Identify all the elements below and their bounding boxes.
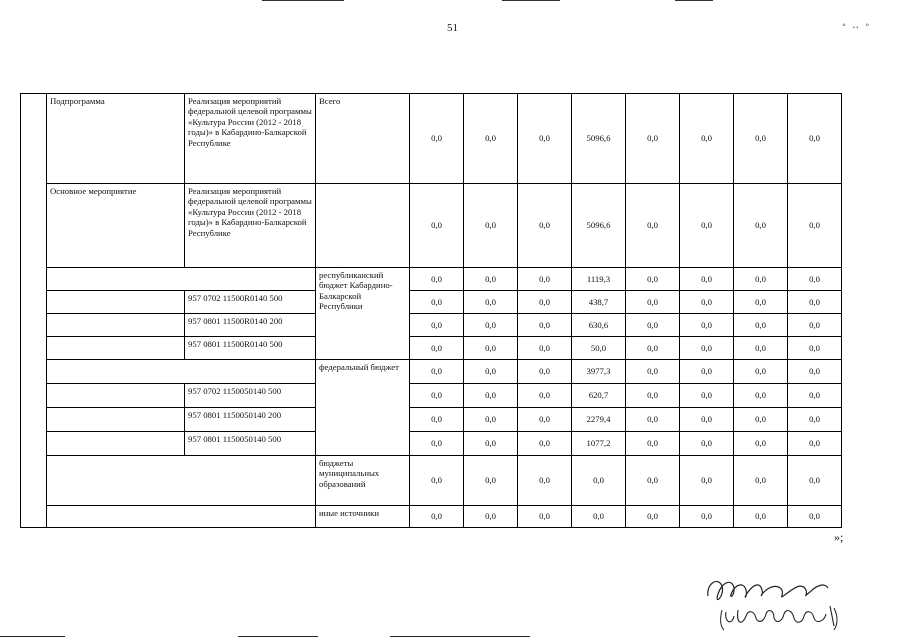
value-cell: 0,0	[464, 314, 518, 337]
value-cell: 0,0	[626, 291, 680, 314]
value-cell: 0,0	[464, 384, 518, 408]
value-cell: 0,0	[572, 456, 626, 506]
value-cell: 0,0	[788, 268, 842, 291]
value-cell: 620,7	[572, 384, 626, 408]
table-row-republic-total	[21, 268, 842, 291]
value-cell: 0,0	[734, 506, 788, 528]
page-number: 51	[447, 22, 458, 34]
value-cell: 0,0	[410, 291, 464, 314]
value-cell: 2279,4	[572, 408, 626, 432]
table-row-municipal	[21, 456, 842, 506]
empty-cell	[47, 506, 316, 528]
value-cell: 0,0	[410, 94, 464, 184]
budget-code: 957 0801 1150050140 500	[185, 432, 316, 456]
scan-mark-bottom-2	[238, 636, 318, 637]
value-cell: 0,0	[734, 432, 788, 456]
value-cell: 0,0	[734, 384, 788, 408]
value-cell: 0,0	[680, 184, 734, 268]
value-cell: 0,0	[626, 506, 680, 528]
value-cell: 0,0	[734, 291, 788, 314]
value-cell: 0,0	[626, 384, 680, 408]
value-cell: 1077,2	[572, 432, 626, 456]
value-cell: 0,0	[680, 268, 734, 291]
value-cell: 0,0	[626, 184, 680, 268]
value-cell: 0,0	[518, 456, 572, 506]
row-source: Всего	[316, 94, 410, 184]
value-cell: 0,0	[680, 456, 734, 506]
scan-mark-top-2	[502, 0, 560, 1]
value-cell: 0,0	[680, 408, 734, 432]
table-row-main-activity	[21, 184, 842, 268]
scan-mark-top-3	[675, 0, 713, 1]
value-cell: 0,0	[680, 94, 734, 184]
budget-code: 957 0801 11500R0140 200	[185, 314, 316, 337]
value-cell: 0,0	[518, 408, 572, 432]
value-cell: 0,0	[788, 314, 842, 337]
source-federal: федеральный бюджет	[316, 360, 410, 456]
table-row-subprogram	[21, 94, 842, 184]
value-cell: 0,0	[410, 432, 464, 456]
value-cell: 0,0	[788, 432, 842, 456]
value-cell: 0,0	[680, 432, 734, 456]
value-cell: 0,0	[464, 360, 518, 384]
scan-mark-bottom-1	[0, 636, 65, 637]
table-row-other	[21, 506, 842, 528]
value-cell: 5096,6	[572, 94, 626, 184]
code-cell	[47, 268, 316, 291]
value-cell: 0,0	[734, 360, 788, 384]
table-row-federal-code	[21, 408, 842, 432]
value-cell: 5096,6	[572, 184, 626, 268]
value-cell: 0,0	[626, 268, 680, 291]
value-cell: 0,0	[680, 384, 734, 408]
source-other: иные источники	[316, 506, 410, 528]
value-cell: 0,0	[518, 337, 572, 360]
value-cell: 0,0	[788, 360, 842, 384]
value-cell: 0,0	[518, 384, 572, 408]
row-name: Реализация мероприятий федеральной целевой программы «Культура России (2012 - 2018 годы)» в Кабардино-Балкарской Республике	[185, 94, 316, 184]
value-cell: 0,0	[464, 337, 518, 360]
value-cell: 0,0	[464, 291, 518, 314]
value-cell: 0,0	[680, 337, 734, 360]
value-cell: 0,0	[518, 291, 572, 314]
value-cell: 0,0	[410, 360, 464, 384]
table-row-republic-code	[21, 291, 842, 314]
row-name: Реализация мероприятий федеральной целевой программы «Культура России (2012 - 2018 годы)» в Кабардино-Балкарской Республике	[185, 184, 316, 268]
value-cell: 0,0	[410, 314, 464, 337]
value-cell: 0,0	[518, 432, 572, 456]
value-cell: 0,0	[410, 337, 464, 360]
value-cell: 0,0	[464, 456, 518, 506]
value-cell: 0,0	[572, 506, 626, 528]
code-cell	[47, 360, 316, 384]
value-cell: 1119,3	[572, 268, 626, 291]
value-cell: 0,0	[626, 456, 680, 506]
value-cell: 0,0	[518, 314, 572, 337]
source-republic: республиканский бюджет Кабардино-Балкарской Республики	[316, 268, 410, 360]
value-cell: 0,0	[410, 506, 464, 528]
value-cell: 0,0	[788, 291, 842, 314]
value-cell: 0,0	[788, 94, 842, 184]
budget-code: 957 0801 1150050140 200	[185, 408, 316, 432]
scan-mark-top-1	[262, 0, 344, 1]
budget-code: 957 0801 11500R0140 500	[185, 337, 316, 360]
table-row-federal-total	[21, 360, 842, 384]
value-cell: 0,0	[410, 268, 464, 291]
empty-cell	[47, 337, 185, 360]
value-cell: 0,0	[788, 384, 842, 408]
table-row-federal-code	[21, 432, 842, 456]
value-cell: 0,0	[788, 184, 842, 268]
empty-cell	[47, 384, 185, 408]
value-cell: 0,0	[788, 337, 842, 360]
row-type: Подпрограмма	[47, 94, 185, 184]
value-cell: 0,0	[788, 408, 842, 432]
empty-cell	[47, 314, 185, 337]
scan-corner-mark: ◦ ‥ ◦	[842, 20, 871, 31]
table-row-federal-code	[21, 384, 842, 408]
value-cell: 0,0	[410, 456, 464, 506]
value-cell: 0,0	[680, 506, 734, 528]
value-cell: 0,0	[680, 314, 734, 337]
empty-cell	[47, 408, 185, 432]
scan-mark-bottom-3	[390, 636, 530, 637]
table-row-republic-code	[21, 314, 842, 337]
value-cell: 0,0	[680, 360, 734, 384]
value-cell: 0,0	[626, 337, 680, 360]
value-cell: 0,0	[464, 506, 518, 528]
row-source	[316, 184, 410, 268]
value-cell: 0,0	[464, 94, 518, 184]
value-cell: 0,0	[734, 268, 788, 291]
value-cell: 0,0	[626, 314, 680, 337]
value-cell: 0,0	[464, 408, 518, 432]
table-row-republic-code	[21, 337, 842, 360]
value-cell: 0,0	[410, 384, 464, 408]
value-cell: 0,0	[734, 94, 788, 184]
value-cell: 0,0	[734, 184, 788, 268]
value-cell: 0,0	[410, 408, 464, 432]
value-cell: 0,0	[788, 506, 842, 528]
source-municipal: бюджеты муниципальных образований	[316, 456, 410, 506]
value-cell: 0,0	[518, 184, 572, 268]
value-cell: 0,0	[788, 456, 842, 506]
budget-table	[20, 93, 842, 528]
empty-cell	[47, 456, 316, 506]
value-cell: 0,0	[518, 94, 572, 184]
empty-cell	[47, 432, 185, 456]
handwritten-signature	[698, 566, 848, 636]
value-cell: 0,0	[626, 432, 680, 456]
value-cell: 0,0	[734, 314, 788, 337]
value-cell: 50,0	[572, 337, 626, 360]
value-cell: 0,0	[518, 268, 572, 291]
value-cell: 0,0	[626, 360, 680, 384]
value-cell: 0,0	[734, 408, 788, 432]
value-cell: 0,0	[626, 408, 680, 432]
value-cell: 0,0	[518, 360, 572, 384]
budget-code: 957 0702 1150050140 500	[185, 384, 316, 408]
empty-cell	[47, 291, 185, 314]
closing-quote-mark: »;	[834, 530, 844, 544]
value-cell: 3977,3	[572, 360, 626, 384]
left-margin-cell	[21, 94, 47, 528]
value-cell: 0,0	[680, 291, 734, 314]
value-cell: 0,0	[734, 337, 788, 360]
value-cell: 0,0	[734, 456, 788, 506]
value-cell: 0,0	[518, 506, 572, 528]
value-cell: 0,0	[464, 268, 518, 291]
value-cell: 0,0	[464, 432, 518, 456]
budget-code: 957 0702 11500R0140 500	[185, 291, 316, 314]
value-cell: 0,0	[464, 184, 518, 268]
row-type: Основное мероприятие	[47, 184, 185, 268]
value-cell: 438,7	[572, 291, 626, 314]
value-cell: 630,6	[572, 314, 626, 337]
value-cell: 0,0	[410, 184, 464, 268]
value-cell: 0,0	[626, 94, 680, 184]
